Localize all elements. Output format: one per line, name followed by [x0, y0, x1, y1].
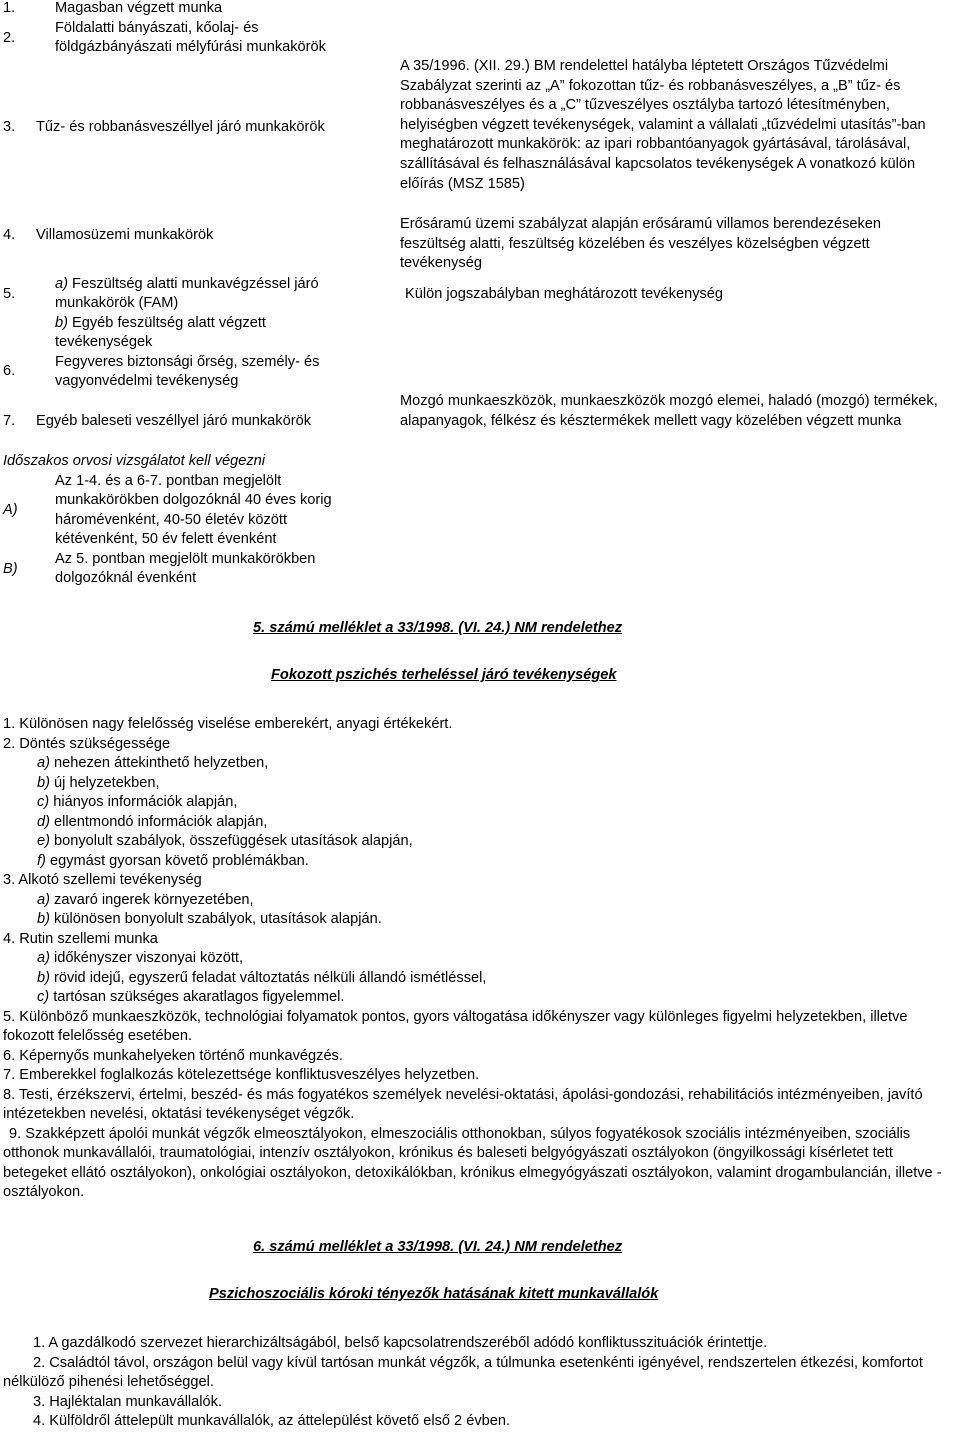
list-item: 3. Alkotó szellemi tevékenység	[3, 872, 202, 888]
sub-item: c) hiányos információk alapján,	[37, 794, 238, 810]
sub-item: f) egymást gyorsan követő problémákban.	[37, 852, 309, 869]
sub-item: b) rövid idejű, egyszerű feladat változtatás nélküli állandó ismétléssel,	[37, 969, 487, 986]
row-label: Tűz- és robbanásveszéllyel járó munkakörök	[36, 119, 325, 135]
row-label-line: a) Feszültség alatti munkavégzéssel járó	[55, 276, 319, 292]
annex-subtitle: Fokozott pszichés terheléssel járó tevékenységek	[271, 667, 617, 683]
section-heading: Időszakos orvosi vizsgálatot kell végezni	[3, 453, 266, 469]
annex-title: 6. számú melléklet a 33/1998. (VI. 24.) NM rendelethez	[253, 1239, 623, 1255]
list-item: 1. A gazdálkodó szervezet hierarchizáltságából, belső kapcsolatrendszeréből adódó konfliktusszituációk érintettje.	[33, 1335, 768, 1351]
row-description: Külön jogszabályban meghátározott tevékenység	[405, 286, 724, 302]
row-number: 3.	[3, 119, 16, 135]
option-line: Az 5. pontban megjelölt munkakörökben	[55, 551, 316, 567]
row-label: Villamosüzemi munkakörök	[36, 227, 214, 243]
sub-item: e) bonyolult szabályok, összefüggések utasítások alapján,	[37, 833, 413, 849]
list-item: 2. Döntés szükségessége	[3, 735, 171, 752]
row-label-line: munkakörök (FAM)	[55, 295, 179, 311]
annex-title: 5. számú melléklet a 33/1998. (VI. 24.) NM rendelethez	[253, 620, 623, 636]
sub-item: a) időkényszer viszonyai között,	[37, 950, 244, 966]
list-item: 6. Képernyős munkahelyeken történő munkavégzés.	[3, 1047, 343, 1064]
annex-5-list	[3, 715, 953, 1203]
option-line: dolgozóknál évenként	[55, 570, 197, 586]
row-label-line: vagyonvédelmi tevékenység	[55, 373, 239, 389]
option-line: munkakörökben dolgozóknál 40 éves korig	[55, 492, 332, 508]
sub-item: b) új helyzetekben,	[37, 774, 160, 791]
row-label-line: b) Egyéb feszültség alatt végzett	[55, 315, 266, 331]
list-item: 4. Külföldről áttelepült munkavállalók, az áttelepülést követő első 2 évben.	[33, 1413, 511, 1429]
row-label-line: tevékenységek	[55, 334, 153, 350]
row-number: 2.	[3, 30, 16, 46]
row-label-line: Fegyveres biztonsági őrség, személy- és	[55, 354, 320, 370]
row-number: 1.	[3, 0, 16, 16]
list-item: 9. Szakképzett ápolói munkát végzők elmeosztályokon, elmeszociális otthonokban, súlyos fogyatékosok szociális intézményeiben, szociális otthonok munkavállalói, traumatológiai, intenzív osztályokon, krónikus és baleseti belgyógyászati osztályokon (öngyilkossági kísérletet tett betegeket ellátó osztályokon), onkológiai osztályokon, detoxikálókban, krónikus elmegyógyászati osztályokon, valamint drogambulancián, illetve -osztályokon.	[3, 1125, 942, 1200]
list-item: 4. Rutin szellemi munka	[3, 930, 158, 947]
row-number: 6.	[3, 363, 16, 379]
list-item: 7. Emberekkel foglalkozás kötelezettsége konfliktusveszélyes helyzetben.	[3, 1067, 480, 1083]
list-item: 5. Különböző munkaeszközök, technológiai folyamatok pontos, gyors váltogatása időkényszer vagy különleges figyelmi helyzetekben, illetve fokozott felelősség esetében.	[3, 1008, 908, 1044]
list-item: 8. Testi, érzékszervi, értelmi, beszéd- és más fogyatékos személyek nevelési-oktatási, ápolási-gondozási, rehabilitációs intézményeiben, javító intézetekben nevelési, oktatási tevékenységet végzők.	[3, 1086, 923, 1122]
sub-item: a) nehezen áttekinthető helyzetben,	[37, 755, 269, 771]
row-label: Magasban végzett munka	[55, 0, 223, 16]
list-item: 3. Hajléktalan munkavállalók.	[33, 1393, 223, 1410]
row-number: 4.	[3, 227, 16, 243]
option-line: háromévenként, 40-50 életév között	[55, 512, 288, 528]
option-label: B)	[3, 561, 18, 577]
row-description: Mozgó munkaeszközök, munkaeszközök mozgó elemei, haladó (mozgó) termékek, alapanyagok, félkész és késztermékek mellett vagy közelében végzett munka	[400, 393, 938, 429]
row-label-line: Földalatti bányászati, kőolaj- és	[55, 20, 259, 36]
row-label-line: földgázbányászati mélyfúrási munkakörök	[55, 39, 326, 55]
sub-item: a) zavaró ingerek környezetében,	[37, 891, 254, 908]
annex-subtitle: Pszichoszociális kóroki tényezők hatásának kitett munkavállalók	[209, 1286, 659, 1302]
list-item: 2. Családtól távol, országon belül vagy kívül tartósan munkát végzők, a túlmunka esetenkénti igényével, rendszertelen étkezési, komfortot nélkülöző pihenési lehetőséggel.	[3, 1354, 923, 1390]
option-line: kétévenként, 50 év felett évenként	[55, 531, 277, 547]
annex-6-list	[3, 1334, 953, 1432]
sub-item: b) különösen bonyolult szabályok, utasítások alapján.	[37, 911, 382, 927]
row-description: Erősáramú üzemi szabályzat alapján erősáramú villamos berendezéseken feszültség alatti, feszültség közelében és veszélyes közelségben végzett tevékenység	[400, 216, 882, 272]
option-line: Az 1-4. és a 6-7. pontban megjelölt	[55, 473, 282, 489]
option-label: A)	[3, 502, 18, 518]
row-description: A 35/1996. (XII. 29.) BM rendelettel hatályba léptetett Országos Tűzvédelmi Szabályzat szerinti az „A” fokozottan tűz- és robbanásveszélyes, a „B” tűz- és robbanásveszélyes és a „C” tűzveszélyes osztályba tartozó létesítményben, helyiségben végzett tevékenységek, valamint a vállalati „tűzvédelmi utasítás”-ban meghatározott munkakörök: az ipari robbantóanyagok gyártásával, tárolásával, szállításával és felhasználásával kapcsolatos tevékenységek A vonatkozó külön előírás (MSZ 1585)	[400, 58, 926, 192]
row-number: 7.	[3, 413, 16, 429]
list-item: 1. Különösen nagy felelősség viselése emberekért, anyagi értékekért.	[3, 716, 453, 732]
sub-item: d) ellentmondó információk alapján,	[37, 813, 268, 830]
sub-item: c) tartósan szükséges akaratlagos figyelemmel.	[37, 989, 345, 1005]
row-label: Egyéb baleseti veszéllyel járó munkakörök	[36, 413, 311, 429]
row-number: 5.	[3, 286, 16, 302]
